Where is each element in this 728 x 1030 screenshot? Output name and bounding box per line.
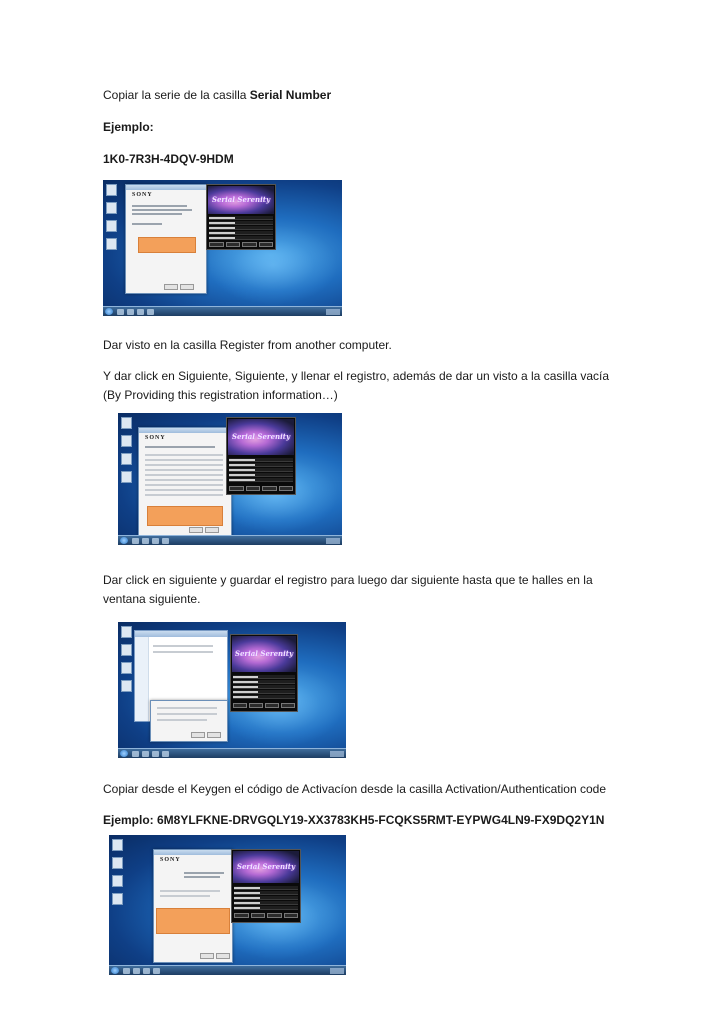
keygen-title: Serial Serenity bbox=[236, 862, 296, 871]
back-button[interactable] bbox=[200, 953, 214, 959]
taskbar bbox=[118, 535, 342, 545]
back-button[interactable] bbox=[191, 732, 205, 738]
desktop-icon bbox=[121, 435, 132, 447]
activation-code-example: Ejemplo: 6M8YLFKNE-DRVGQLY19-XX3783KH5-FCQKS5RMT-EYPWG4LN9-FX9DQ2Y1N bbox=[103, 813, 605, 827]
instruction-registration-line1: Y dar click en Siguiente, Siguiente, y llenar el registro, además de dar un visto a la casilla vacía bbox=[103, 369, 610, 383]
activation-dialog bbox=[153, 849, 233, 963]
desktop-icon bbox=[121, 453, 132, 465]
start-button[interactable] bbox=[105, 308, 113, 315]
example-heading-1: Ejemplo: bbox=[103, 120, 154, 134]
desktop-icon bbox=[121, 644, 132, 656]
clock bbox=[326, 309, 340, 315]
keygen-title: Serial Serenity bbox=[231, 432, 291, 441]
serial-example: 1K0-7R3H-4DQV-9HDM bbox=[103, 152, 234, 166]
keygen-title: Serial Serenity bbox=[234, 649, 294, 658]
sony-logo: SONY bbox=[132, 192, 153, 198]
desktop-icon bbox=[106, 202, 117, 214]
instruction-register: Dar visto en la casilla Register from another computer. bbox=[103, 338, 392, 352]
registration-dialog bbox=[138, 427, 232, 537]
keygen-buttons[interactable] bbox=[233, 703, 295, 708]
keygen-window bbox=[230, 634, 298, 712]
instruction-activation-code: Copiar desde el Keygen el código de Activacíon desde la casilla Activation/Authentication code bbox=[103, 782, 606, 796]
serial-number-field[interactable] bbox=[138, 237, 196, 253]
installer-dialog-behind bbox=[150, 700, 228, 742]
start-button[interactable] bbox=[111, 967, 119, 974]
taskbar bbox=[118, 748, 346, 758]
recycle-bin-icon bbox=[121, 417, 132, 429]
desktop-icon bbox=[112, 893, 123, 905]
instruction-save-line2: ventana siguiente. bbox=[103, 592, 201, 606]
sony-logo: SONY bbox=[160, 857, 181, 863]
keygen-buttons[interactable] bbox=[234, 913, 298, 918]
keygen-window bbox=[226, 417, 296, 495]
start-button[interactable] bbox=[120, 537, 128, 544]
screenshot-activation bbox=[109, 835, 346, 975]
serial-number-label: Serial Number bbox=[249, 88, 332, 102]
keygen-window bbox=[231, 849, 301, 923]
instruction-save-line1: Dar click en siguiente y guardar el registro para luego dar siguiente hasta que te halles en la bbox=[103, 573, 593, 587]
start-button[interactable] bbox=[120, 750, 128, 757]
clock bbox=[330, 968, 344, 974]
desktop-icon bbox=[121, 662, 132, 674]
keygen-window bbox=[206, 184, 276, 250]
instruction-registration-line2: (By Providing this registration information…) bbox=[103, 388, 338, 402]
clock bbox=[330, 751, 344, 757]
next-button[interactable] bbox=[216, 953, 230, 959]
sony-logo: SONY bbox=[145, 435, 166, 441]
desktop-icon bbox=[106, 220, 117, 232]
screenshot-serial-number bbox=[103, 180, 342, 316]
desktop-icon bbox=[121, 680, 132, 692]
registration-consent-box[interactable] bbox=[147, 506, 223, 526]
clock bbox=[326, 538, 340, 544]
keygen-buttons[interactable] bbox=[229, 486, 293, 491]
keygen-title: Serial Serenity bbox=[211, 195, 271, 204]
sony-installer-dialog bbox=[125, 184, 207, 294]
desktop-icon bbox=[112, 875, 123, 887]
instruction-text: Copiar la serie de la casilla bbox=[103, 88, 250, 102]
back-button[interactable] bbox=[189, 527, 203, 533]
recycle-bin-icon bbox=[106, 184, 117, 196]
recycle-bin-icon bbox=[121, 626, 132, 638]
keygen-buttons[interactable] bbox=[209, 242, 273, 247]
next-button[interactable] bbox=[205, 527, 219, 533]
back-button[interactable] bbox=[164, 284, 178, 290]
recycle-bin-icon bbox=[112, 839, 123, 851]
desktop-icon bbox=[112, 857, 123, 869]
desktop-icon bbox=[106, 238, 117, 250]
desktop-icon bbox=[121, 471, 132, 483]
instruction-serial-number bbox=[103, 86, 331, 105]
next-button[interactable] bbox=[207, 732, 221, 738]
activation-code-field[interactable] bbox=[156, 908, 230, 934]
taskbar bbox=[103, 306, 342, 316]
next-button[interactable] bbox=[180, 284, 194, 290]
screenshot-registration-form bbox=[118, 413, 342, 545]
taskbar bbox=[109, 965, 346, 975]
screenshot-save-dialog bbox=[118, 622, 346, 758]
